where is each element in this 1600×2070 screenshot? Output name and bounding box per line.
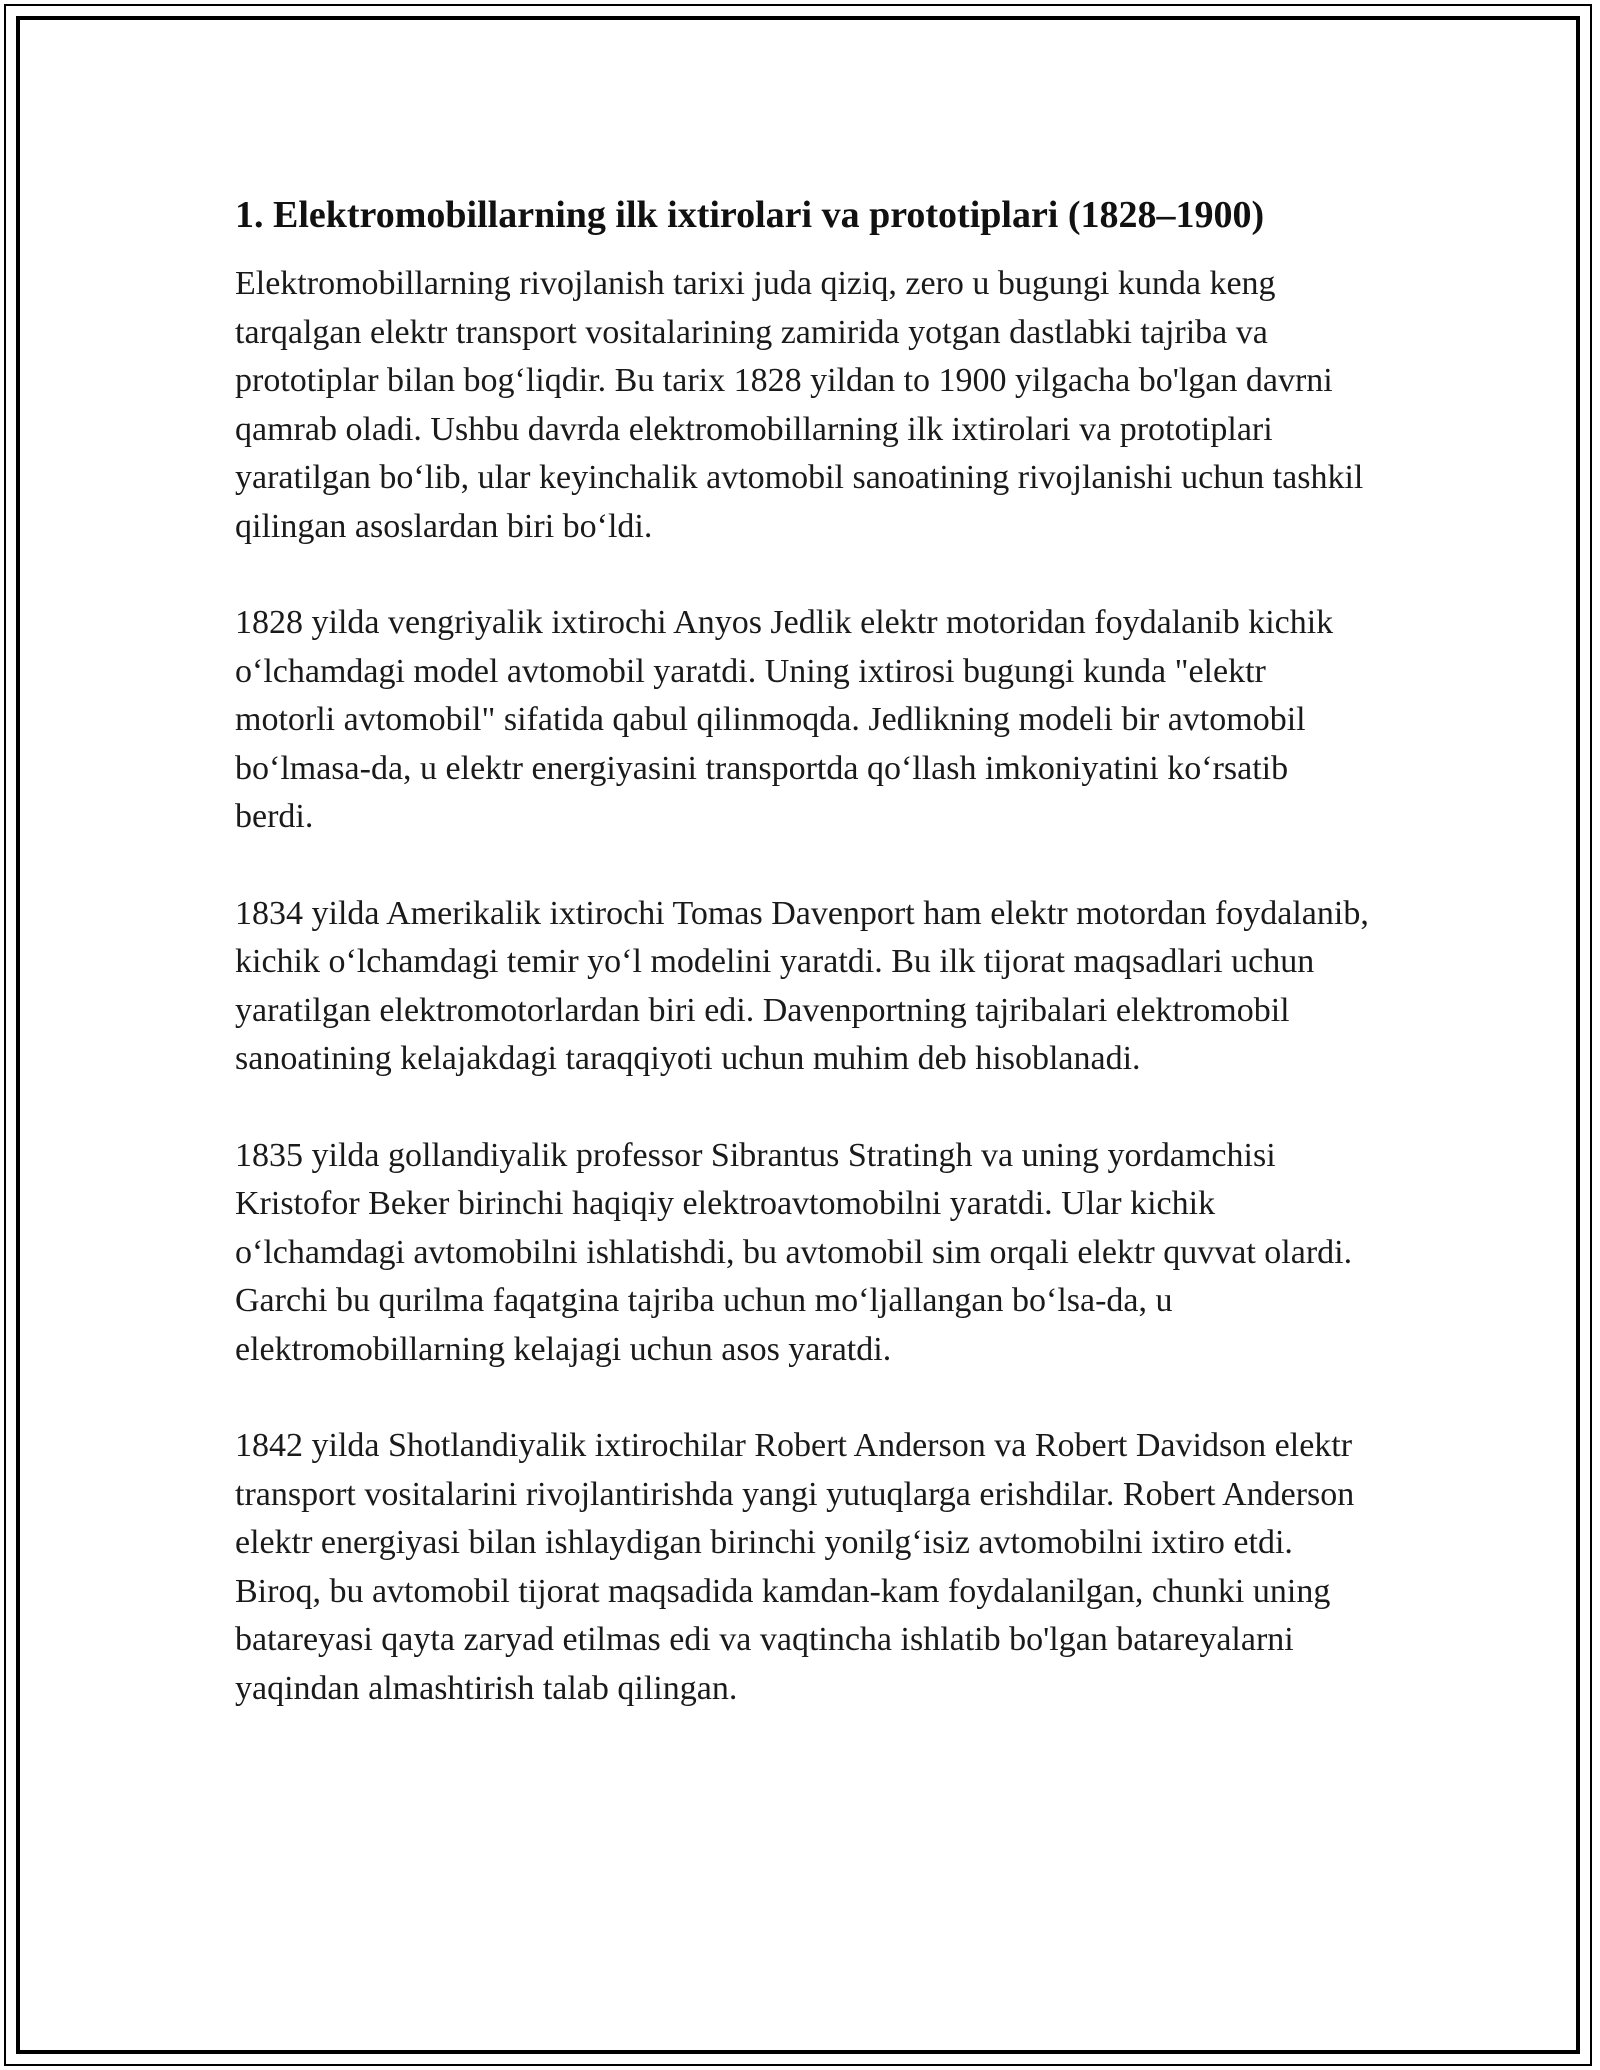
paragraph-1835: 1835 yilda gollandiyalik professor Sibrantus Stratingh va uning yordamchisi Kristofor Beker birinchi haqiqiy elektroavtomobilni yaratdi. Ular kichik o‘lchamdagi avtomobilni ishlatishdi, bu avtomobil sim orqali elektr quvvat olardi. Garchi bu qurilma faqatgina tajriba uchun mo‘ljallangan bo‘lsa-da, u elektromobillarning kelajagi uchun asos yaratdi. (235, 1136, 1353, 1368)
document-body (235, 188, 1370, 1761)
paragraph-1828: 1828 yilda vengriyalik ixtirochi Anyos Jedlik elektr motoridan foydalanib kichik o‘lchamdagi model avtomobil yaratdi. Uning ixtirosi bugungi kunda "elektr motorli avtomobil" sifatida qabul qilinmoqda. Jedlikning modeli bir avtomobil bo‘lmasa-da, u elektr energiyasini transportda qo‘llash imkoniyatini ko‘rsatib berdi. (235, 604, 1334, 835)
paragraph-1834: 1834 yilda Amerikalik ixtirochi Tomas Davenport ham elektr motordan foydalanib, kichik o‘lchamdagi temir yo‘l modelini yaratdi. Bu ilk tijorat maqsadlari uchun yaratilgan elektromotorlardan biri edi. Davenportning tajribalari elektromobil sanoatining kelajakdagi taraqqiyoti uchun muhim deb hisoblanadi. (235, 894, 1369, 1077)
paragraph-intro: Elektromobillarning rivojlanish tarixi juda qiziq, zero u bugungi kunda keng tarqalgan elektr transport vositalarining zamirida yotgan dastlabki tajriba va prototiplar bilan bog‘liqdir. Bu tarix 1828 yildan to 1900 yilgacha bo'lgan davrni qamrab oladi. Ushbu davrda elektromobillarning ilk ixtirolari va prototiplari yaratilgan bo‘lib, ular keyinchalik avtomobil sanoatining rivojlanishi uchun tashkil qilingan asoslardan biri bo‘ldi. (235, 265, 1364, 545)
section-heading: 1. Elektromobillarning ilk ixtirolari va prototiplari (1828–1900) (235, 194, 1265, 236)
paragraph-1842: 1842 yilda Shotlandiyalik ixtirochilar Robert Anderson va Robert Davidson elektr transport vositalarini rivojlantirishda yangi yutuqlarga erishdilar. Robert Anderson elektr energiyasi bilan ishlaydigan birinchi yonilg‘isiz avtomobilni ixtiro etdi. Biroq, bu avtomobil tijorat maqsadida kamdan-kam foydalanilgan, chunki uning batareyasi qayta zaryad etilmas edi va vaqtincha ishlatib bo'lgan batareyalarni yaqindan almashtirish talab qilingan. (235, 1427, 1355, 1707)
